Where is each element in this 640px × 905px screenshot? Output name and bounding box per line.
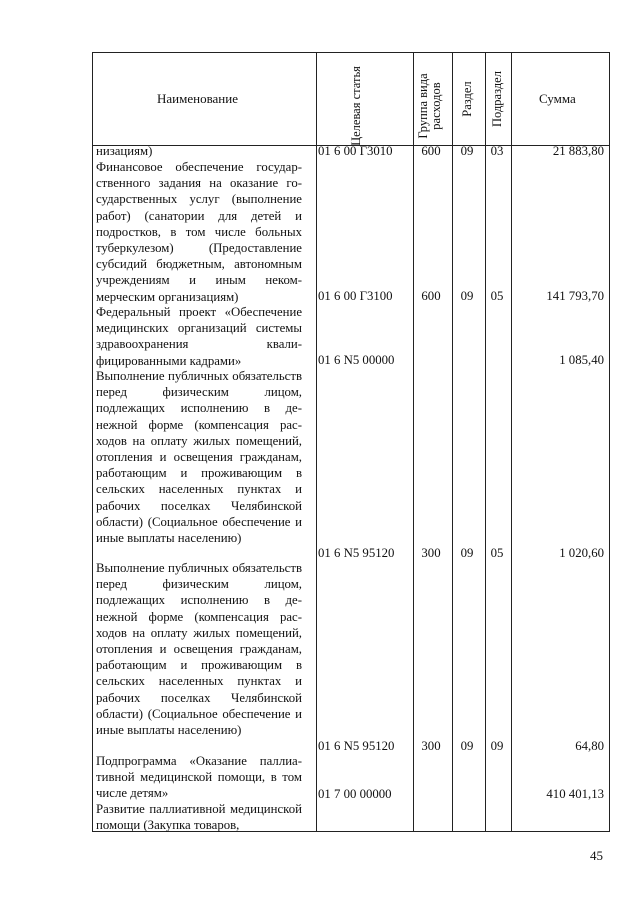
row-sum: 21 883,80 <box>552 144 604 158</box>
row-name: Выполнение публичных обязательств перед физическим лицом, подлежащих исполнению в денежной форме (компенсация расходов на оплату жилых помещений, отопления и освещения гражданам, работающим и проживающим в сельских населенных пунктах и рабочих поселках Челябинской области) (Социальное обеспечение и иные выплаты населению) <box>96 561 302 738</box>
row-name: низациям) <box>96 144 153 158</box>
row-code: 01 6 00 Г3010 <box>318 144 393 158</box>
header-group: Группа вида расходов <box>416 73 443 139</box>
row-code: 01 7 00 00000 <box>318 787 392 801</box>
row-sum: 141 793,70 <box>546 289 604 303</box>
row-name: Федеральный проект «Обеспечение медицинских организаций системы здравоохранения квалифицированными кадрами» <box>96 305 302 368</box>
row-name: Выполнение публичных обязательств перед физическим лицом, подлежащих исполнению в денежной форме (компенсация расходов на оплату жилых помещений, отопления и освещения гражданам, работающим и проживающим в сельских населенных пунктах и рабочих поселках Челябинской области) (Социальное обеспечение и иные выплаты населению) <box>96 369 302 546</box>
row-group: 300 <box>421 546 441 560</box>
row-subsection: 09 <box>490 739 504 753</box>
row-subsection: 05 <box>490 546 504 560</box>
col-divider <box>452 53 453 831</box>
row-code: 01 6 N5 95120 <box>318 546 395 560</box>
row-section: 09 <box>460 546 474 560</box>
header-name: Наименование <box>157 91 238 106</box>
row-section: 09 <box>460 739 474 753</box>
row-group: 600 <box>421 289 441 303</box>
row-name: Подпрограмма «Оказание паллиативной медицинской помощи, в том числе детям» <box>96 754 302 801</box>
row-subsection: 05 <box>490 289 504 303</box>
col-divider <box>485 53 486 831</box>
row-code: 01 6 00 Г3100 <box>318 289 393 303</box>
header-sum: Сумма <box>539 91 576 106</box>
row-name: Развитие паллиативной медицинской помощи (Закупка товаров, <box>96 802 302 833</box>
row-subsection: 03 <box>490 144 504 158</box>
header-section: Раздел <box>460 81 474 117</box>
page-number: 45 <box>590 848 603 863</box>
row-section: 09 <box>460 289 474 303</box>
row-code: 01 6 N5 95120 <box>318 739 395 753</box>
col-divider <box>413 53 414 831</box>
row-group: 600 <box>421 144 441 158</box>
col-divider <box>316 53 317 831</box>
row-code: 01 6 N5 00000 <box>318 353 395 367</box>
row-sum: 1 020,60 <box>559 546 604 560</box>
row-sum: 64,80 <box>575 739 604 753</box>
row-name: Финансовое обеспечение государственного задания на оказание государственных услуг (выполнение работ) (санатории для детей и подростков, в том числе больных туберкулезом) (Предоставление субсидий бюджетным, автономным учреждениям и иным некоммерческим организациям) <box>96 160 302 304</box>
row-sum: 1 085,40 <box>559 353 604 367</box>
row-section: 09 <box>460 144 474 158</box>
row-sum: 410 401,13 <box>546 787 604 801</box>
col-divider <box>511 53 512 831</box>
row-group: 300 <box>421 739 441 753</box>
header-subsection: Подраздел <box>490 71 504 127</box>
header-target: Целевая статья <box>349 66 363 146</box>
